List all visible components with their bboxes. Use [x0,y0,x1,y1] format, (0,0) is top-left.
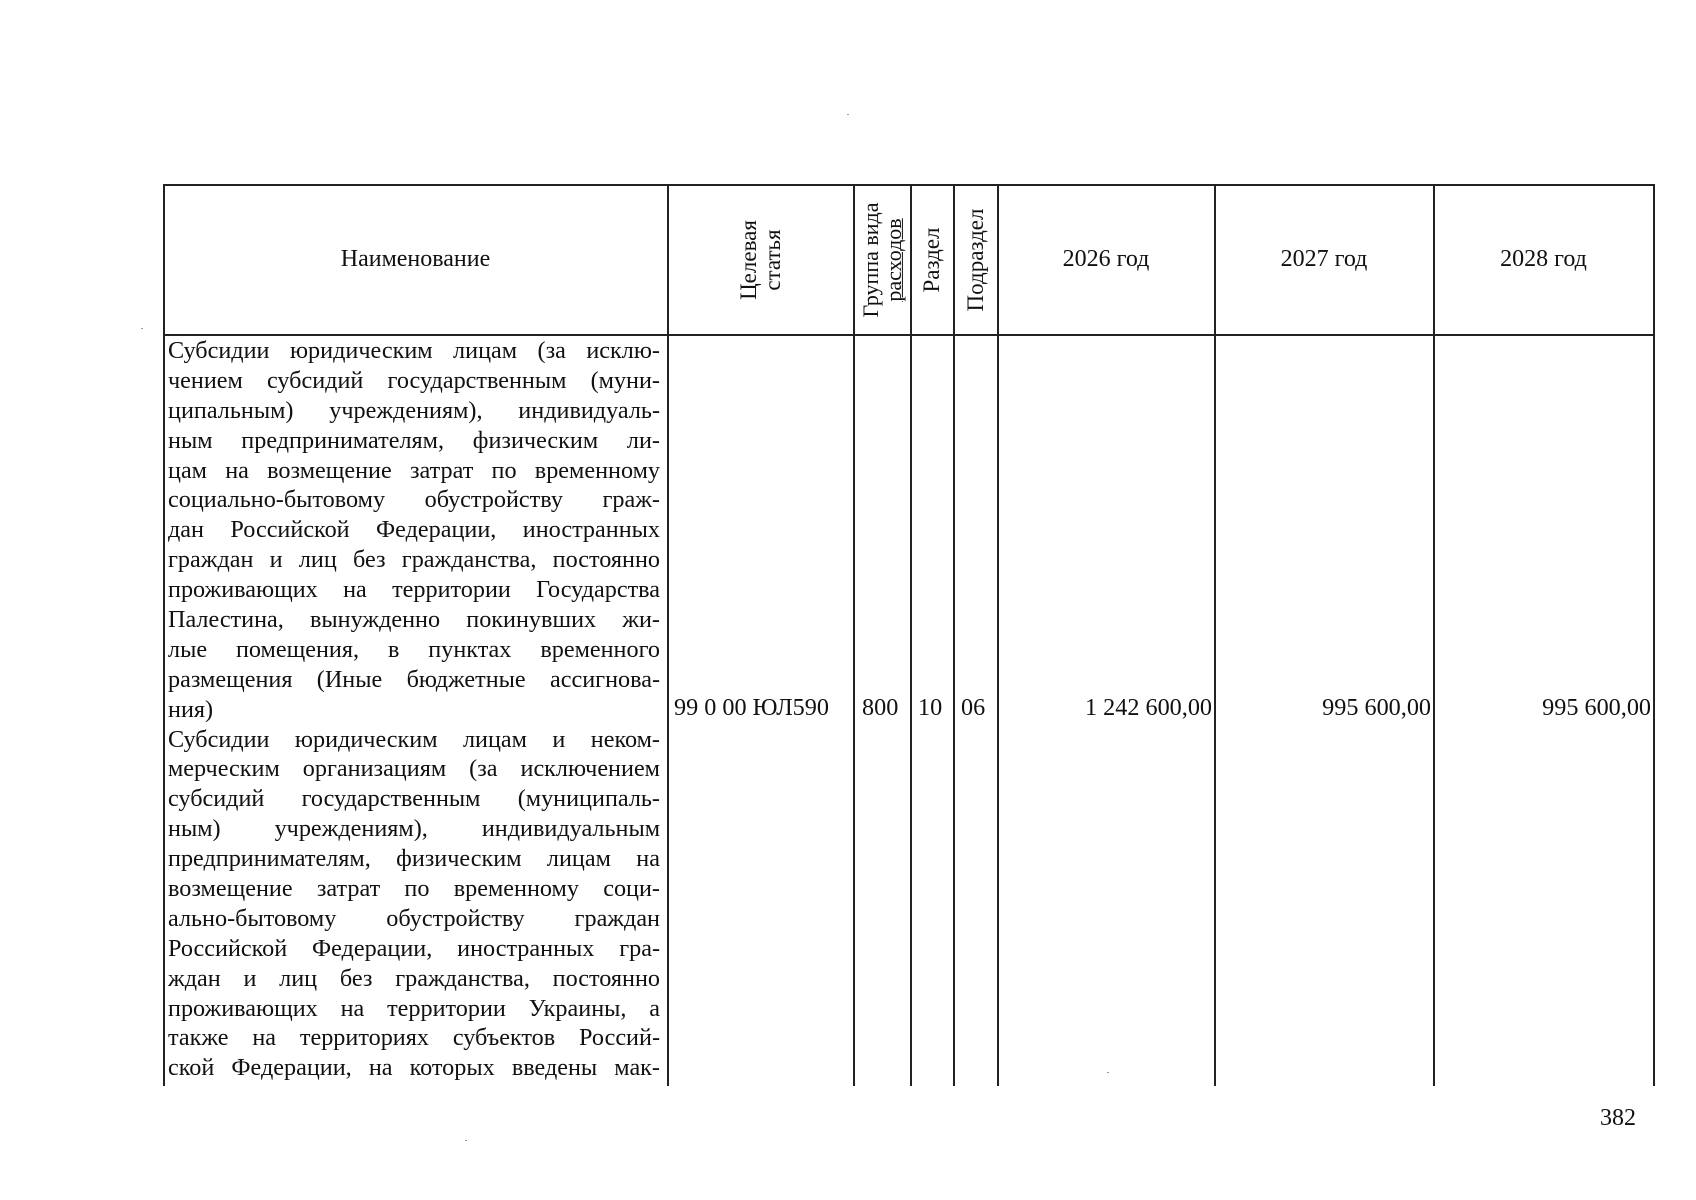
row-name-line: ния) [168,695,214,723]
row-name-line: ально-бытовому обустройству граждан [168,904,660,932]
table-right-border [1653,184,1655,1086]
row-name-line: Палестина, вынужденно покинувших жи- [168,606,660,634]
header-target-line2: статья [759,228,785,291]
row-name-line: размещения (Иные бюджетные ассигнова- [168,665,660,693]
row-name-line: ципальным) учреждениям), индивидуаль- [168,396,660,424]
row-target-article: 99 0 00 ЮЛ590 [674,694,829,721]
row-name-line: лые помещения, в пунктах временного [168,635,660,663]
header-name-label: Наименование [340,245,491,272]
header-year-2027-label: 2027 год [1280,245,1368,272]
header-group-line1: Группа вида [857,202,883,317]
row-name-line: цам на возмещение затрат по временному [168,456,660,484]
row-year-2027-value: 995 600,00 [1322,694,1431,721]
header-section [911,185,953,334]
row-expense-group: 800 [862,694,899,721]
header-target-article [668,185,853,334]
page-number: 382 [1600,1105,1636,1131]
header-year-2027 [1215,185,1433,334]
header-year-2028-label: 2028 год [1500,245,1587,272]
scan-speck [1107,1072,1109,1073]
row-subsection: 06 [961,694,986,721]
row-name-line: граждан и лиц без гражданства, постоянно [168,546,660,574]
scan-speck [141,328,143,329]
row-name-line: проживающих на территории Государства [168,576,660,604]
header-expense-group [854,185,910,334]
row-year-2028-value: 995 600,00 [1542,694,1651,721]
row-name-line: Субсидии юридическим лицам и неком- [168,725,660,753]
row-name-line: также на территориях субъектов Россий- [168,1024,660,1052]
header-subsection-label: Подраздел [962,208,988,311]
row-name-line: Субсидии юридическим лицам (за исклю- [168,337,660,364]
row-name-line: ным) учреждениям), индивидуальным [168,815,660,843]
header-section-label: Раздел [918,226,944,293]
header-year-2026-label: 2026 год [1062,245,1150,272]
row-name-line: дан Российской Федерации, иностранных [168,516,660,544]
row-name-line: предпринимателям, физическим лицам на [168,845,660,873]
row-name-line: мерческим организациям (за исключением [168,755,660,783]
row-name-line: субсидий государственным (муниципаль- [168,785,660,813]
scan-speck [847,114,849,115]
header-group-line2: расходов [881,217,906,302]
row-name-line: ным предпринимателям, физическим ли- [168,426,660,454]
row-name-line: ской Федерации, на которых введены мак- [168,1054,660,1082]
row-name-line: ждан и лиц без гражданства, постоянно [168,964,660,992]
row-name-line: проживающих на территории Украины, а [168,994,660,1022]
header-target-line1: Целевая [735,219,761,300]
row-name-text [168,336,660,1083]
row-name-line: Российской Федерации, иностранных гра- [168,934,660,962]
header-year-2026 [998,185,1214,334]
row-name-line: возмещение затрат по временному соци- [168,875,660,903]
header-name [164,185,667,334]
row-section: 10 [918,694,943,721]
header-year-2028 [1434,185,1653,334]
row-name-line: социально-бытовому обустройству граж- [168,486,660,514]
scan-speck [465,1140,467,1141]
row-year-2026-value: 1 242 600,00 [1085,694,1212,721]
header-subsection [954,185,997,334]
row-name-line: чением субсидий государственным (муни- [168,366,660,394]
